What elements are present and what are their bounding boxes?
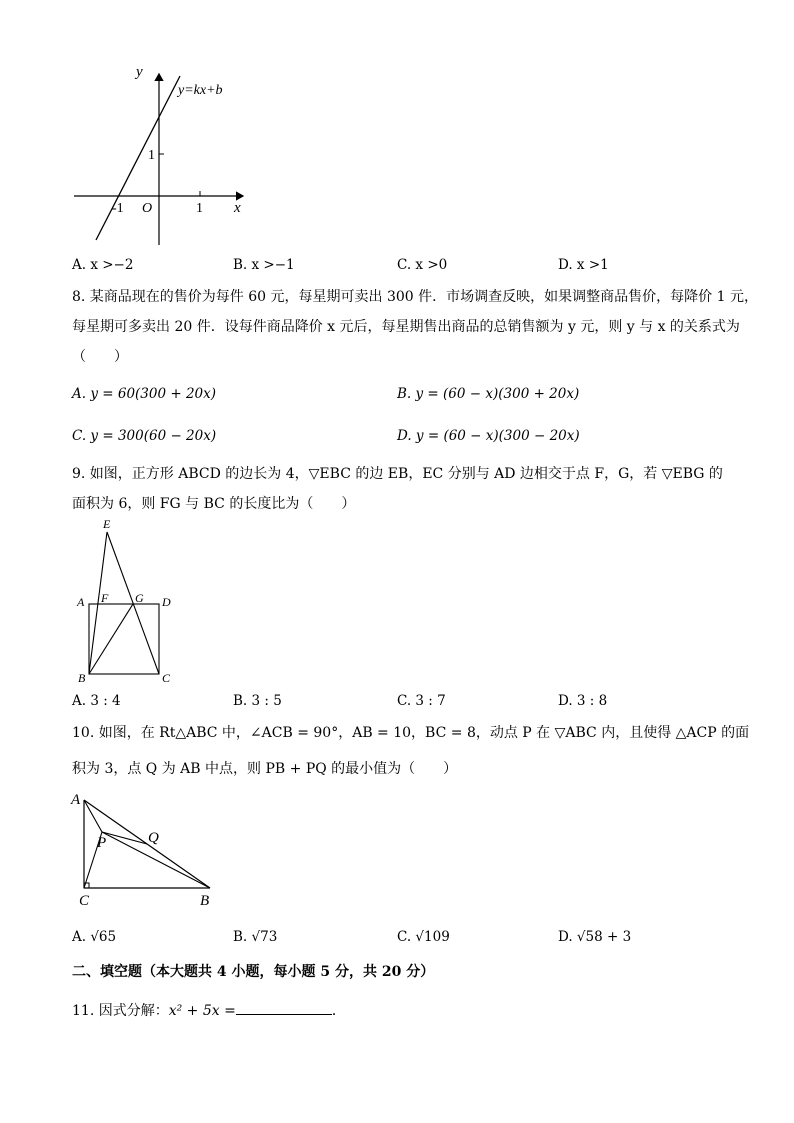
tick-x-pos-label: 1: [196, 201, 203, 216]
segment-pq: [102, 832, 147, 844]
label-q: Q: [148, 830, 159, 846]
origin-label: O: [142, 201, 153, 216]
q11-answer-blank[interactable]: [236, 1000, 332, 1015]
line-kx-b: [96, 76, 180, 240]
q9-figure: [72, 516, 182, 686]
label-d: D: [162, 595, 171, 609]
x-axis-label: x: [234, 200, 241, 216]
q8-option-b[interactable]: B. y = (60 − x)(300 + 20x): [397, 386, 580, 402]
label-a: A: [71, 792, 81, 808]
label-f: F: [101, 591, 109, 605]
q9-option-a[interactable]: A. 3 : 4: [72, 693, 121, 709]
q8-stem-line-3: （ ）: [72, 349, 128, 365]
q11-prefix: 11. 因式分解：: [72, 1003, 169, 1019]
q7-option-c[interactable]: C. x >0: [397, 257, 448, 273]
label-b: B: [200, 893, 210, 909]
q9-stem-line-1: 9. 如图，正方形 ABCD 的边长为 4，▽EBC 的边 EB，EC 分别与 AD 边相交于点 F，G，若 ▽EBG 的: [72, 466, 723, 482]
q10-option-a[interactable]: A. √65: [72, 929, 117, 945]
q11-stem: [72, 1000, 346, 1020]
q11-expression: x² + 5x =: [168, 1003, 236, 1019]
label-c: C: [162, 671, 171, 685]
q8-option-a[interactable]: A. y = 60(300 + 20x): [72, 386, 217, 402]
segment-bg: [89, 604, 133, 674]
q10-option-c[interactable]: C. √109: [397, 929, 450, 945]
label-a: A: [77, 595, 85, 609]
square-abcd: [89, 604, 159, 674]
tick-x-neg-label: -1: [112, 201, 124, 216]
label-p: P: [97, 835, 107, 851]
q8-stem-line-2: 每星期可多卖出 20 件．设每件商品降价 x 元后，每星期售出商品的总销售额为 y 元，则 y 与 x 的关系式为: [72, 319, 740, 335]
q8-option-c[interactable]: C. y = 300(60 − 20x): [72, 428, 217, 444]
q7-graph: [68, 60, 258, 250]
q10-figure: [68, 790, 218, 912]
label-b: B: [78, 671, 86, 685]
label-c: C: [79, 893, 90, 909]
q9-option-c[interactable]: C. 3 : 7: [397, 693, 446, 709]
q10-option-d[interactable]: D. √58 + 3: [558, 929, 632, 945]
q8-option-d[interactable]: D. y = (60 − x)(300 − 20x): [397, 428, 580, 444]
y-axis-label: y: [136, 64, 143, 80]
tick-y-label: 1: [148, 148, 155, 163]
q7-option-d[interactable]: D. x >1: [558, 257, 609, 273]
q9-option-d[interactable]: D. 3 : 8: [558, 693, 608, 709]
q9-option-b[interactable]: B. 3 : 5: [233, 693, 282, 709]
section-heading: 二、填空题（本大题共 4 小题，每小题 5 分，共 20 分）: [72, 964, 435, 980]
q11-suffix: ．: [331, 1003, 346, 1019]
q10-stem-line-2: 积为 3，点 Q 为 AB 中点，则 PB + PQ 的最小值为（ ）: [72, 761, 458, 777]
segment-ap: [84, 800, 102, 832]
line-equation-label: y=kx+b: [178, 83, 223, 98]
q7-option-b[interactable]: B. x >−1: [233, 257, 295, 273]
q7-option-a[interactable]: A. x >−2: [72, 257, 134, 273]
q10-stem-line-1: 10. 如图，在 Rt△ABC 中，∠ACB = 90°，AB = 10，BC = 8，动点 P 在 ▽ABC 内，且使得 △ACP 的面: [72, 725, 750, 741]
q8-stem-line-1: 8. 某商品现在的售价为每件 60 元，每星期可卖出 300 件．市场调查反映，如果调整商品售价，每降价 1 元，: [72, 289, 758, 305]
q10-option-b[interactable]: B. √73: [233, 929, 278, 945]
segment-ec: [107, 532, 159, 674]
label-e: E: [103, 517, 111, 531]
label-g: G: [135, 591, 144, 605]
q9-stem-line-2: 面积为 6，则 FG 与 BC 的长度比为（ ）: [72, 496, 356, 512]
